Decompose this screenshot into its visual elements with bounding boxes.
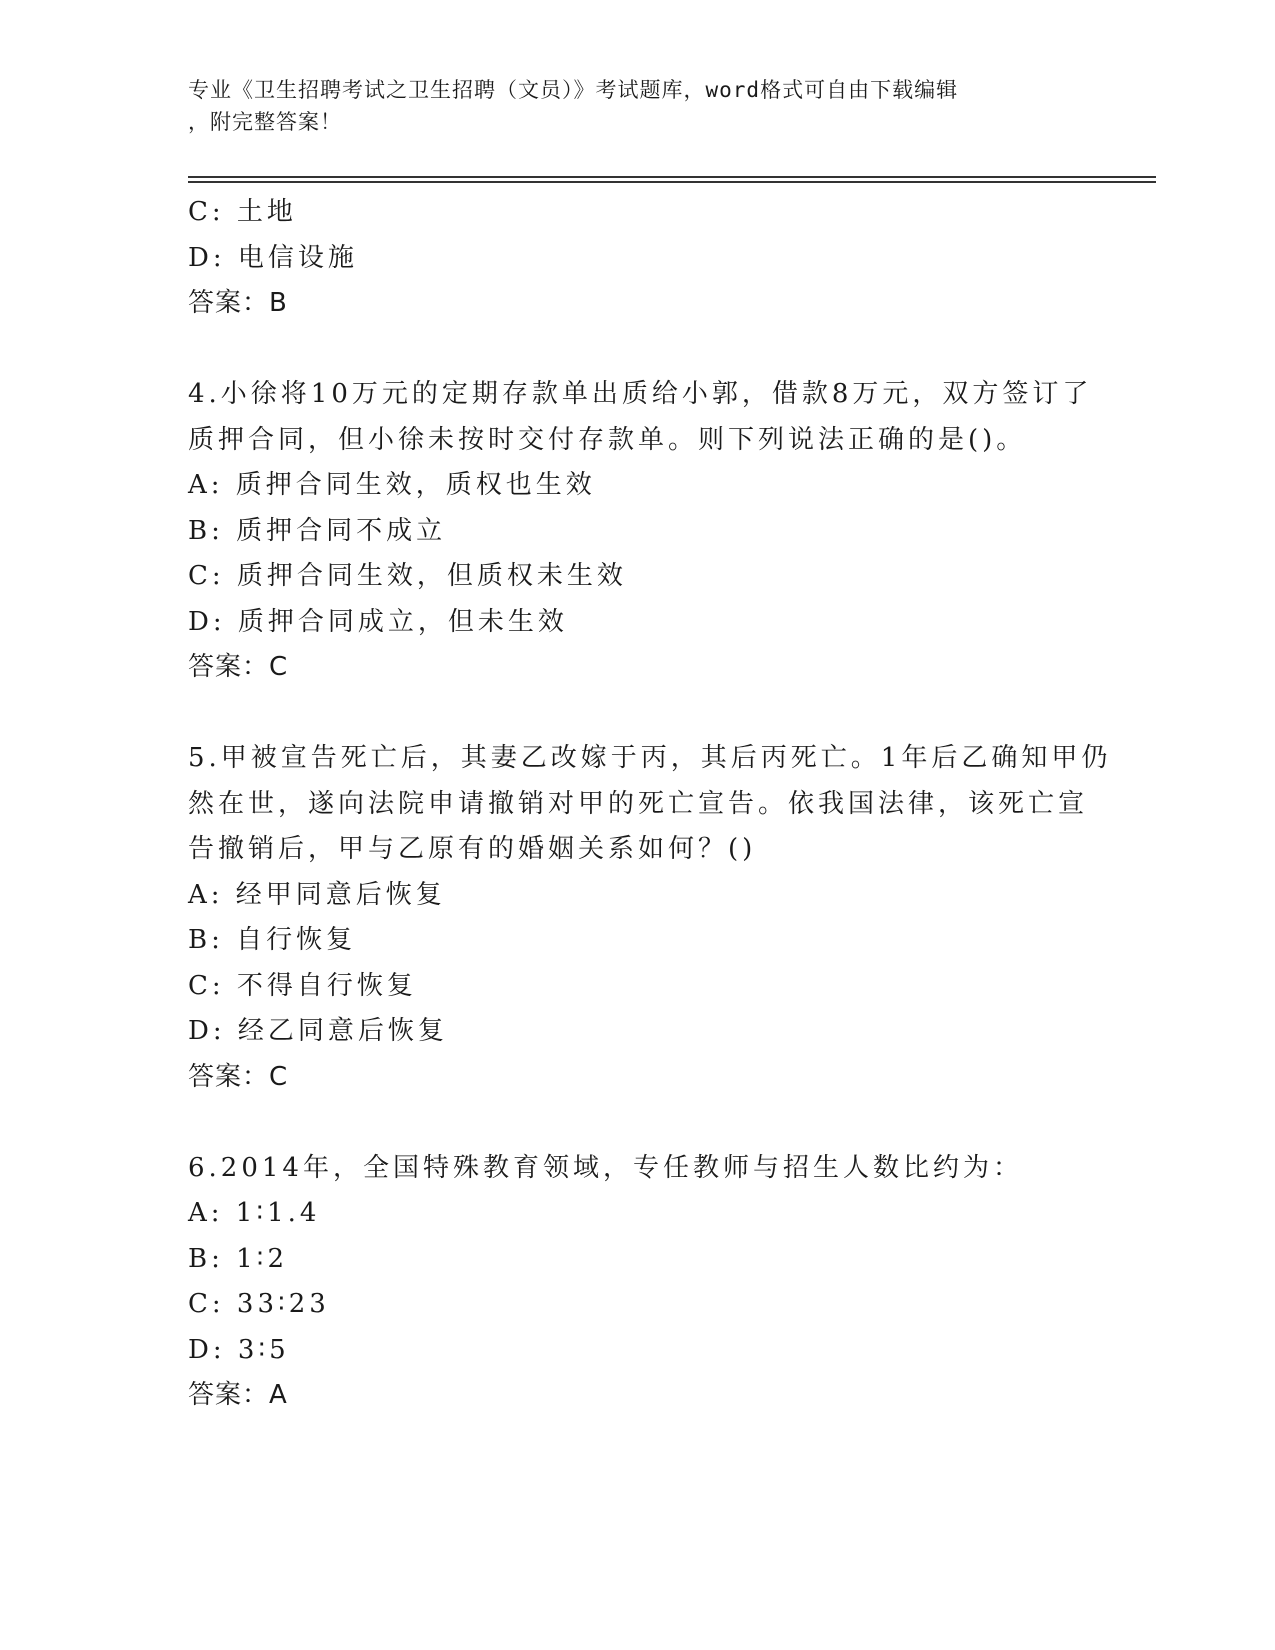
- question-4: [188, 372, 1093, 691]
- option-c: C: 不得自行恢复: [188, 970, 417, 1001]
- question-stem: 质押合同，但小徐未按时交付存款单。则下列说法正确的是()。: [188, 424, 1027, 455]
- question-list: [188, 190, 1112, 1419]
- option-a: A: 1∶1.4: [188, 1198, 321, 1228]
- question-stem: 6.2014年，全国特殊教育领域，专任教师与招生人数比约为：: [188, 1152, 1023, 1183]
- option-b: B: 1∶2: [188, 1243, 288, 1274]
- spacer: [188, 327, 1088, 373]
- header-line-1: 专业《卫生招聘考试之卫生招聘（文员）》考试题库，word格式可自由下载编辑: [188, 78, 959, 102]
- header-line-2: ，附完整答案！: [188, 110, 342, 134]
- answer-line: 答案：B: [188, 288, 288, 318]
- answer-line: 答案：A: [188, 1380, 288, 1410]
- question-5: [188, 736, 1112, 1100]
- answer-line: 答案：C: [188, 1061, 289, 1092]
- option-d: D: 3∶5: [188, 1334, 290, 1365]
- option-b: B: 质押合同不成立: [188, 515, 447, 546]
- option-d: D: 质押合同成立，但未生效: [188, 606, 568, 637]
- question-stem: 告撤销后，甲与乙原有的婚姻关系如何？(): [188, 834, 757, 864]
- header-divider-bottom: [188, 181, 1156, 183]
- question-stem: 4.小徐将10万元的定期存款单出质给小郭，借款8万元，双方签订了: [188, 379, 1093, 409]
- answer-line: 答案：C: [188, 652, 289, 682]
- option-c: C: 质押合同生效，但质权未生效: [188, 561, 627, 591]
- spacer: [188, 1100, 1088, 1146]
- option-d: D: 经乙同意后恢复: [188, 1016, 448, 1046]
- option-c: C: 土地: [188, 197, 297, 227]
- question-6: [188, 1146, 1088, 1419]
- option-c: C: 33∶23: [188, 1289, 330, 1319]
- option-a: A: 质押合同生效，质权也生效: [188, 470, 596, 500]
- document-header: [188, 74, 1088, 138]
- option-a: A: 经甲同意后恢复: [188, 879, 446, 910]
- option-d: D: 电信设施: [188, 242, 358, 273]
- spacer: [188, 691, 1088, 737]
- question-stem: 然在世，遂向法院申请撤销对甲的死亡宣告。依我国法律，该死亡宣: [188, 788, 1089, 819]
- question-stem: 5.甲被宣告死亡后，其妻乙改嫁于丙，其后丙死亡。1年后乙确知甲仍: [188, 743, 1112, 773]
- header-divider-top: [188, 176, 1156, 178]
- option-b: B: 自行恢复: [188, 925, 357, 955]
